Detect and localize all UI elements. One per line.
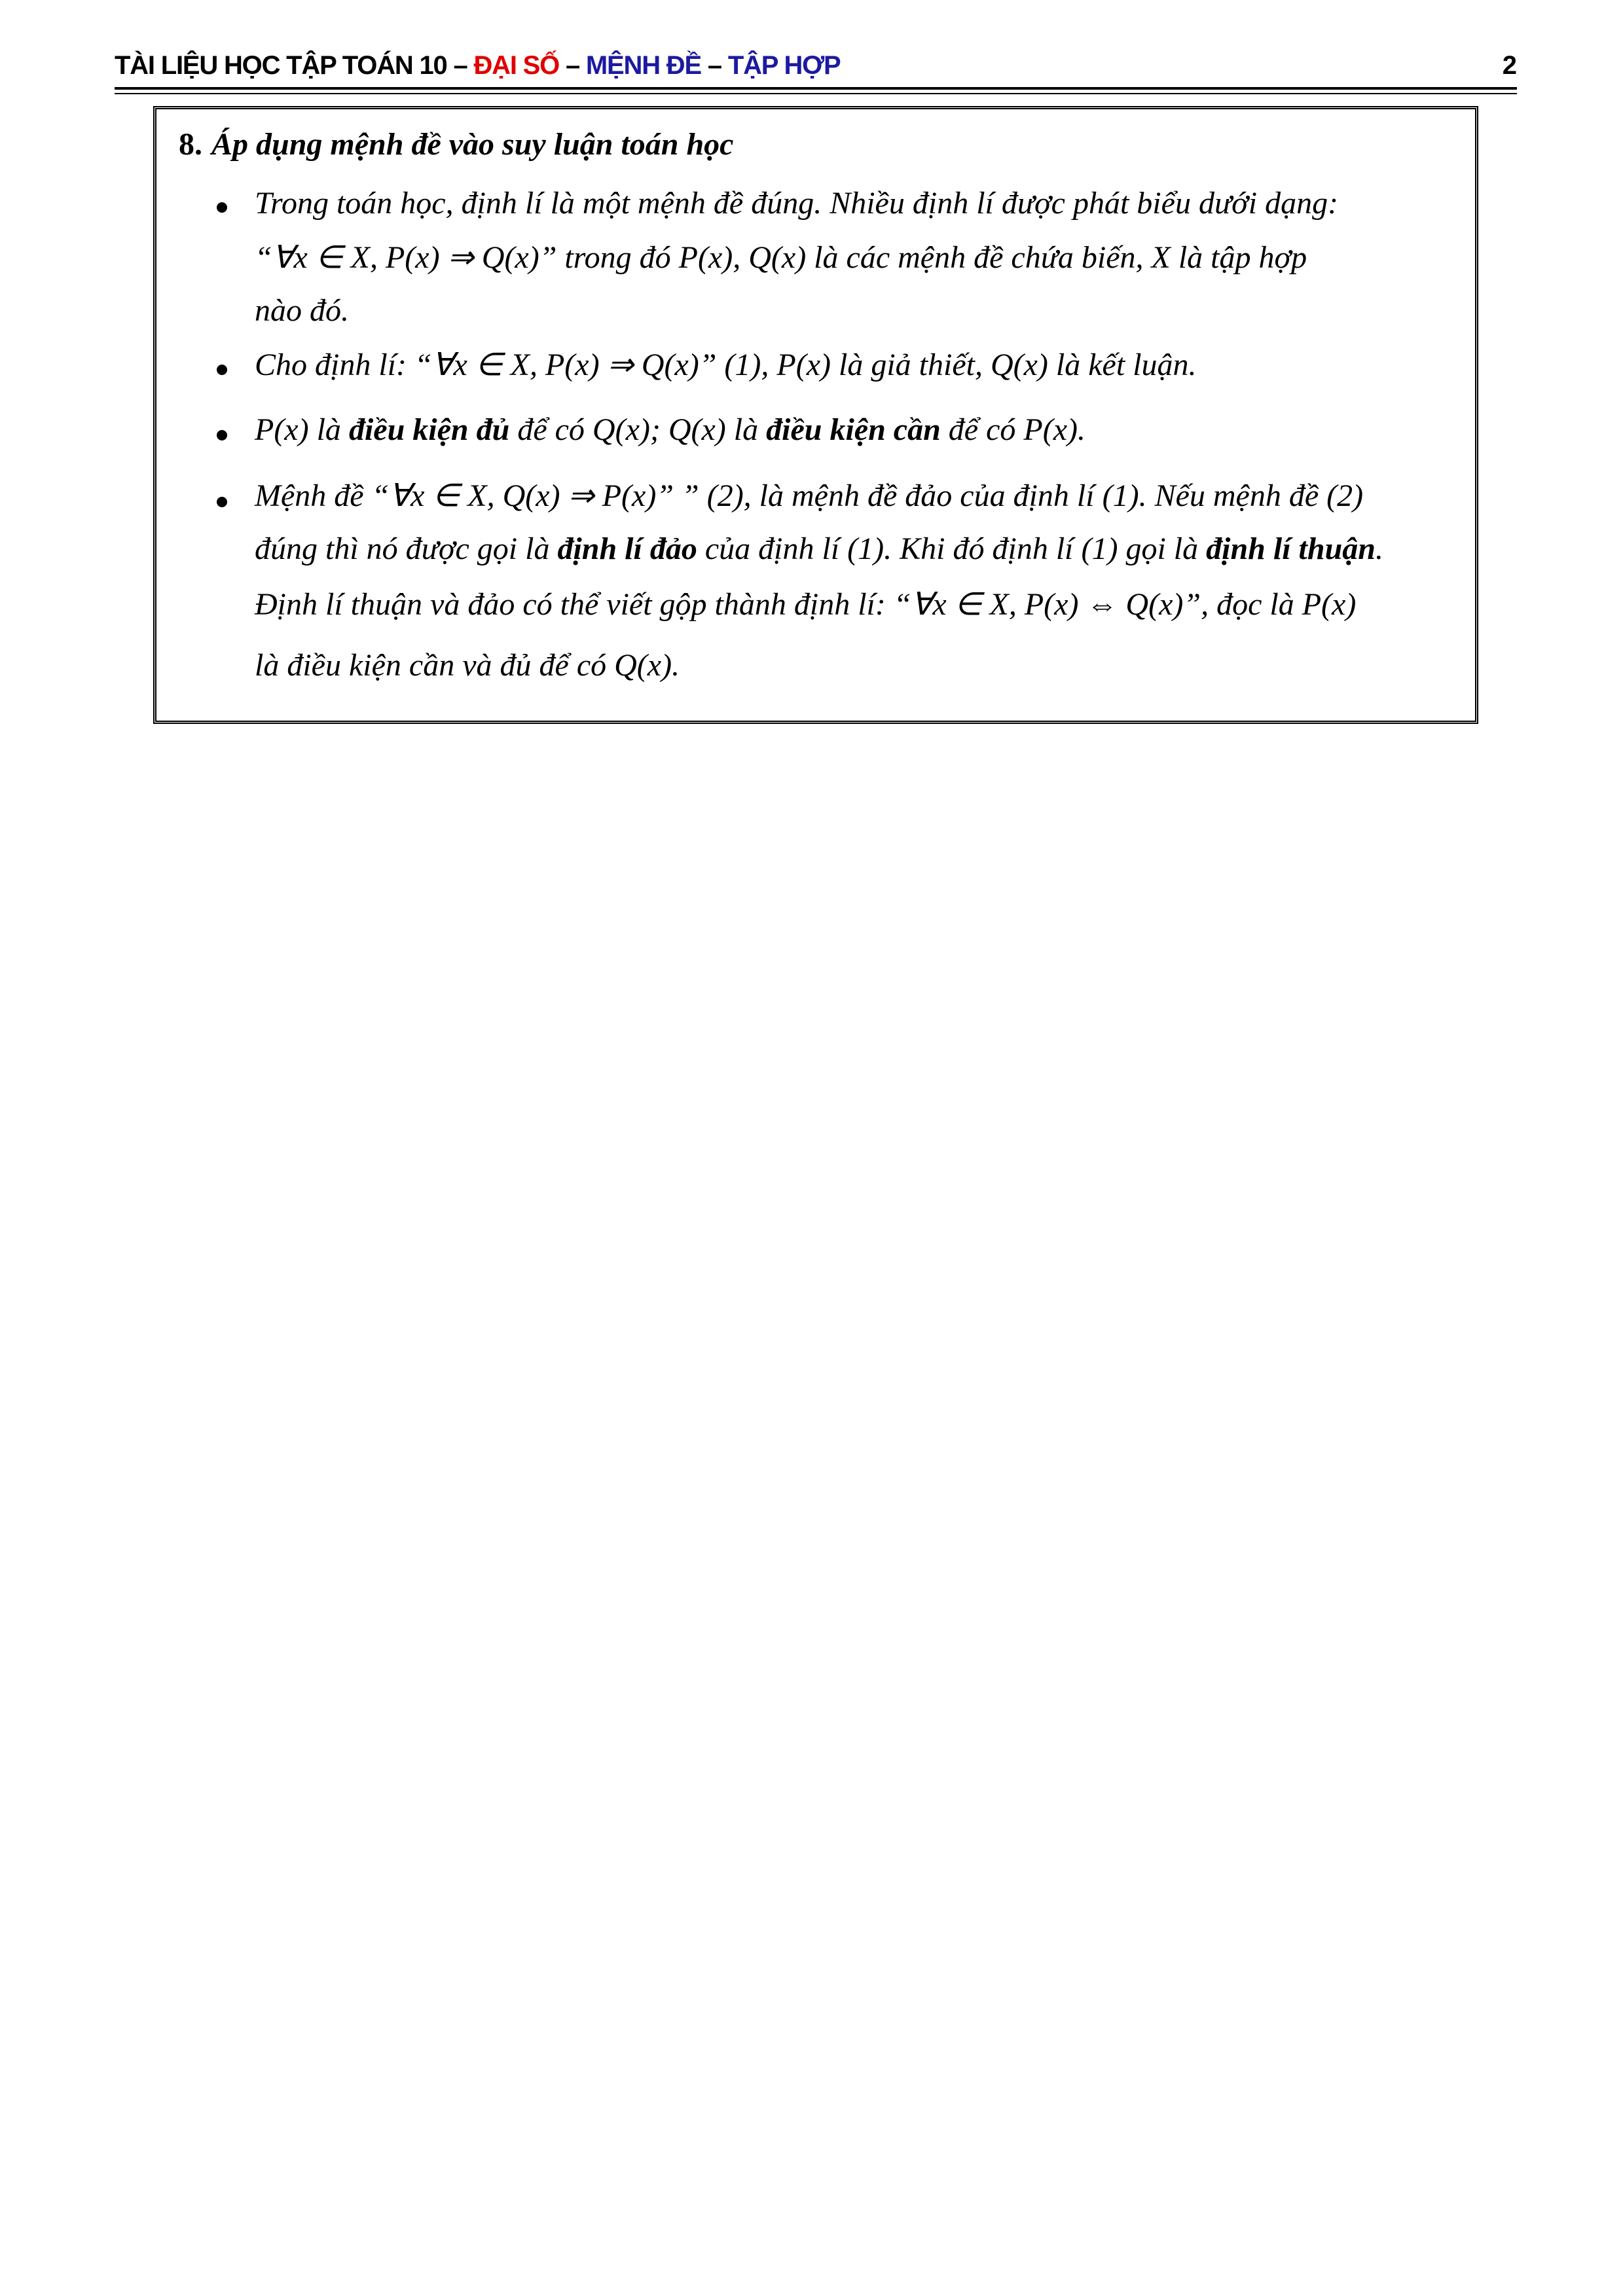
paragraph-line: nào đó. [255, 293, 349, 328]
page-number: 2 [1502, 51, 1517, 80]
paragraph-line: “∀x ∈ X, P(x) ⇒ Q(x)” trong đó P(x), Q(x) là các mệnh đề chứa biến, X là tập hợp [255, 240, 1307, 275]
header-separator: – [701, 51, 728, 80]
paragraph-line: Định lí thuận và đảo có thể viết gộp thành định lí: “∀x ∈ X, P(x) ⇔ Q(x)”, đọc là P(x) [255, 587, 1357, 622]
paragraph-line: Trong toán học, định lí là một mệnh đề đúng. Nhiều định lí được phát biểu dưới dạng: [255, 186, 1339, 221]
page-header [115, 50, 1517, 86]
header-separator: – [559, 51, 586, 80]
bullet-dot [217, 202, 227, 213]
header-rule-thick [115, 87, 1517, 90]
paragraph-line: là điều kiện cần và đủ để có Q(x). [255, 648, 680, 683]
bullet-dot [217, 497, 227, 507]
bullet-dot [217, 365, 227, 375]
content-frame [153, 106, 1478, 724]
section-number: 8. [179, 127, 202, 162]
paragraph-line: Cho định lí: “∀x ∈ X, P(x) ⇒ Q(x)” (1), P(x) là giả thiết, Q(x) là kết luận. [255, 348, 1197, 382]
header-part-subject: ĐẠI SỐ [473, 51, 560, 80]
header-part-book: TÀI LIỆU HỌC TẬP TOÁN 10 [115, 51, 447, 80]
section-heading [179, 126, 733, 162]
paragraph-line: đúng thì nó được gọi là định lí đảo của định lí (1). Khi đó định lí (1) gọi là định lí thuận. [255, 531, 1383, 566]
header-part-chapter: MỆNH ĐỀ [585, 51, 701, 80]
paragraph-line: Mệnh đề “∀x ∈ X, Q(x) ⇒ P(x)” ” (2), là mệnh đề đảo của định lí (1). Nếu mệnh đề (2) [255, 478, 1364, 513]
header-title [115, 51, 841, 81]
section-title: Áp dụng mệnh đề vào suy luận toán học [211, 127, 734, 162]
bullet-dot [217, 430, 227, 440]
header-separator: – [447, 51, 474, 80]
header-part-topic: TẬP HỢP [727, 51, 841, 80]
header-rule-thin [115, 93, 1517, 94]
paragraph-line: P(x) là điều kiện đủ để có Q(x); Q(x) là điều kiện cần để có P(x). [255, 412, 1085, 447]
